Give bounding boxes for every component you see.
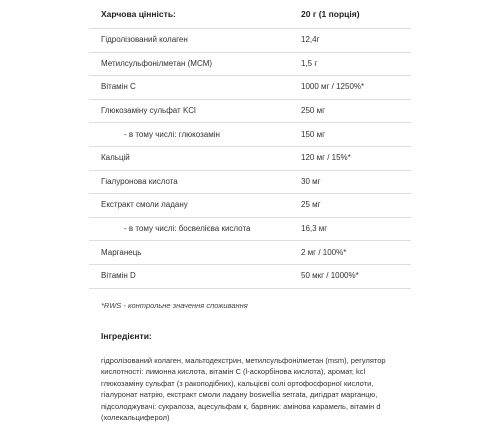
nutrition-header-row [89,0,411,29]
table-row [89,76,411,100]
table-row [89,146,411,170]
ingredients-title: Інгредієнти: [101,330,152,341]
table-row [89,264,411,288]
nutrient-name: Вітамін С [89,76,289,100]
table-row [89,170,411,194]
ingredients-text: гідролізований колаген, мальтодекстрин, метилсульфонілметан (msm), регулятор кислотності: лимонна кислота, вітамін С (l-аскорбінова кислота), аромат, kcl глюкозаміну сульфат (з ракоподібних), кальцієві солі ортофосфорної кислоти, гіалуронат натрію, екстракт смоли ладану boswellia serrata, дигідрат марганцю, підсолоджувачі: сукралоза, ацесульфам к, барвник: амінова карамель, вітамін d (холекальциферол) [101,355,386,423]
nutrient-amount: 12,4г [289,29,411,53]
nutrient-amount: 150 мг [289,123,411,147]
nutrient-amount: 1,5 г [289,52,411,76]
nutrition-table [89,0,411,289]
table-row [89,29,411,53]
nutrient-amount: 120 мг / 15%* [289,146,411,170]
nutrient-amount: 2 мг / 100%* [289,241,411,265]
nutrient-amount: 16,3 мг [289,217,411,241]
nutrient-name: Глюкозаміну сульфат KCl [89,99,289,123]
nutrient-name: Метилсульфонілметан (MCM) [89,52,289,76]
rws-footnote: *RWS - контрольне значення споживання [101,300,248,310]
nutrient-name: Кальцій [89,146,289,170]
nutrient-amount: 25 мг [289,194,411,218]
product-info [89,0,411,424]
nutrient-amount: 50 мкг / 1000%* [289,264,411,288]
table-row [89,241,411,265]
nutrient-amount: 250 мг [289,99,411,123]
nutrient-name: - в тому числі: босвелієва кислота [89,217,289,241]
nutrition-header-label: Харчова цінність: [89,0,289,29]
nutrient-name: - в тому числі: глюкозамін [89,123,289,147]
table-row [89,217,411,241]
nutrient-name: Гідролізований колаген [89,29,289,53]
table-row [89,52,411,76]
table-row [89,194,411,218]
nutrient-name: Вітамін D [89,264,289,288]
nutrient-amount: 1000 мг / 1250%* [289,76,411,100]
nutrient-amount: 30 мг [289,170,411,194]
nutrition-header-amount: 20 г (1 порція) [289,0,411,29]
table-row [89,123,411,147]
table-row [89,99,411,123]
nutrient-name: Гіалуронова кислота [89,170,289,194]
nutrient-name: Екстракт смоли ладану [89,194,289,218]
nutrient-name: Марганець [89,241,289,265]
